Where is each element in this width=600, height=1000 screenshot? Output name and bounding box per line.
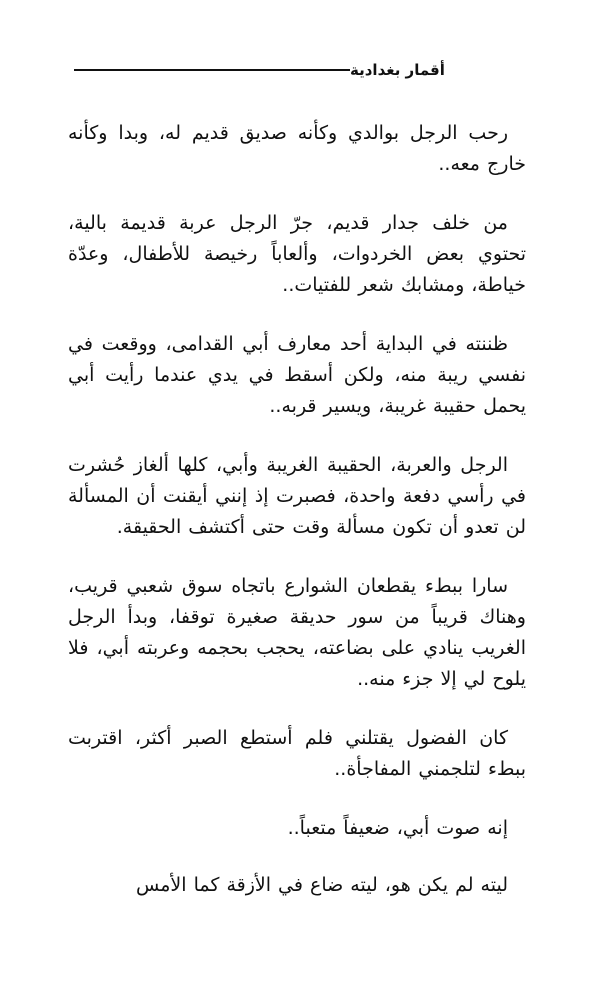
paragraph: من خلف جدار قديم، جرّ الرجل عربة قديمة بالية، تحتوي بعض الخردوات، وألعاباً رخيصة للأطفال، وعدّة خياطة، ومشابك شعر للفتيات..: [68, 212, 526, 296]
header-rule: [74, 69, 350, 71]
paragraph: الرجل والعربة، الحقيبة الغريبة وأبي، كلها ألغاز حُشرت في رأسي دفعة واحدة، فصبرت إذ إنني أيقنت أن المسألة لن تعدو أن تكون مسألة وقت حتى أكتشف الحقيقة.: [68, 454, 526, 538]
paragraph: ظننته في البداية أحد معارف أبي القدامى، ووقعت في نفسي ريبة منه، ولكن أسقط في يدي عندما رأيت أبي يحمل حقيبة غريبة، ويسير قربه..: [68, 333, 526, 417]
paragraph: كان الفضول يقتلني فلم أستطع الصبر أكثر، اقتربت ببطء لتلجمني المفاجأة..: [68, 727, 526, 780]
page-body: [68, 118, 526, 929]
paragraph: إنه صوت أبي، ضعيفاً متعباً..: [287, 817, 508, 839]
paragraph: سارا ببطء يقطعان الشوارع باتجاه سوق شعبي قريب، وهناك قريباً من سور حديقة صغيرة توقفا، وبدأ الرجل الغريب ينادي على بضاعته، يحجب بحجمه وعربته أبي، فلا يلوح لي إلا جزء منه..: [68, 575, 526, 690]
paragraph: ليته لم يكن هو، ليته ضاع في الأزقة كما الأمس: [136, 874, 508, 896]
paragraph: رحب الرجل بوالدي وكأنه صديق قديم له، وبدا وكأنه خارج معه..: [68, 122, 526, 175]
book-title: أقمار بغدادية: [350, 61, 445, 79]
running-header: [66, 60, 445, 80]
